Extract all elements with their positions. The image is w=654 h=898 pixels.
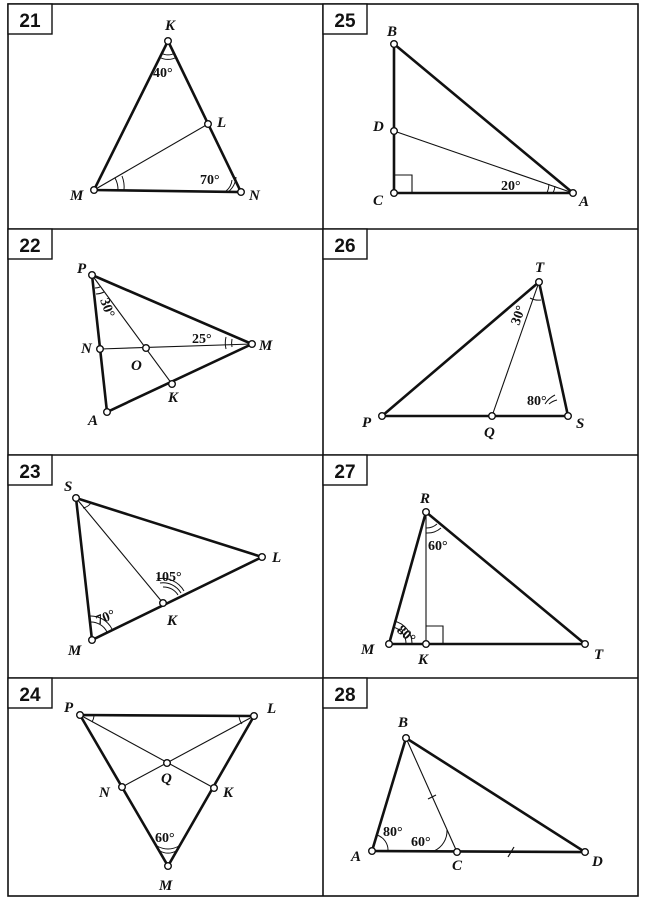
- point-label-a: A: [351, 849, 362, 865]
- angle-label-m: 70°: [93, 607, 118, 629]
- point-label-m: M: [159, 878, 173, 894]
- problem-number: 21: [19, 11, 41, 32]
- problem-21: [8, 4, 261, 204]
- angle-label-m: 80°: [393, 622, 418, 648]
- point-label-n: N: [249, 188, 260, 204]
- angle-label-r: 60°: [428, 539, 448, 554]
- point-label-m: M: [70, 188, 84, 204]
- problem-23: [8, 455, 281, 659]
- point-label-q: Q: [484, 425, 495, 441]
- point-label-s: S: [64, 479, 73, 495]
- point-label-l: L: [267, 701, 277, 717]
- angle-label-p: 30°: [96, 296, 118, 320]
- point-label-d: D: [373, 119, 384, 135]
- point-label-b: B: [387, 24, 398, 40]
- problem-25: [323, 4, 589, 210]
- point-label-k: K: [418, 652, 429, 668]
- problem-number: 24: [19, 685, 41, 706]
- point-label-o: O: [131, 358, 142, 374]
- grid-frame: [8, 4, 638, 896]
- problem-22: [8, 229, 273, 429]
- point-label-a: A: [579, 194, 590, 210]
- angle-label-m: 25°: [192, 332, 212, 347]
- angle-label-m: 60°: [155, 831, 175, 846]
- point-label-s: S: [576, 416, 585, 432]
- angle-label-k: 40°: [153, 66, 173, 81]
- point-label-p: P: [64, 700, 74, 716]
- angle-label-a: 20°: [501, 179, 521, 194]
- point-label-k: K: [223, 785, 234, 801]
- point-label-t: T: [594, 647, 604, 663]
- problem-number: 23: [19, 462, 41, 483]
- problem-number: 28: [334, 685, 356, 706]
- angle-label-t: 30°: [508, 303, 530, 328]
- angle-label-a: 80°: [383, 825, 403, 840]
- problem-number: 25: [334, 11, 356, 32]
- point-label-l: L: [272, 550, 282, 566]
- point-label-n: N: [81, 341, 92, 357]
- point-label-c: C: [452, 858, 463, 874]
- angle-label-k: 105°: [155, 570, 182, 585]
- problem-number: 27: [334, 462, 356, 483]
- point-label-t: T: [535, 260, 545, 276]
- problem-24: [8, 678, 276, 894]
- angle-label-n: 70°: [200, 173, 220, 188]
- angle-label-s: 80°: [527, 394, 547, 409]
- point-label-m: M: [259, 338, 273, 354]
- point-label-c: C: [373, 193, 384, 209]
- point-label-r: R: [420, 491, 431, 507]
- point-label-n: N: [99, 785, 110, 801]
- point-label-a: A: [88, 413, 99, 429]
- point-label-p: P: [362, 415, 372, 431]
- point-label-k: K: [168, 390, 179, 406]
- point-label-q: Q: [161, 771, 172, 787]
- point-label-k: K: [167, 613, 178, 629]
- angle-label-c: 60°: [411, 835, 431, 850]
- point-label-k: K: [165, 18, 176, 34]
- problem-27: [323, 455, 604, 668]
- point-label-m: M: [361, 642, 375, 658]
- point-label-l: L: [217, 115, 227, 131]
- problem-28: [323, 678, 603, 874]
- point-label-p: P: [77, 261, 87, 277]
- point-label-b: B: [398, 715, 409, 731]
- problem-number: 26: [334, 236, 356, 257]
- problem-number: 22: [19, 236, 41, 257]
- point-label-d: D: [592, 854, 603, 870]
- point-label-m: M: [68, 643, 82, 659]
- problem-26: [323, 229, 584, 441]
